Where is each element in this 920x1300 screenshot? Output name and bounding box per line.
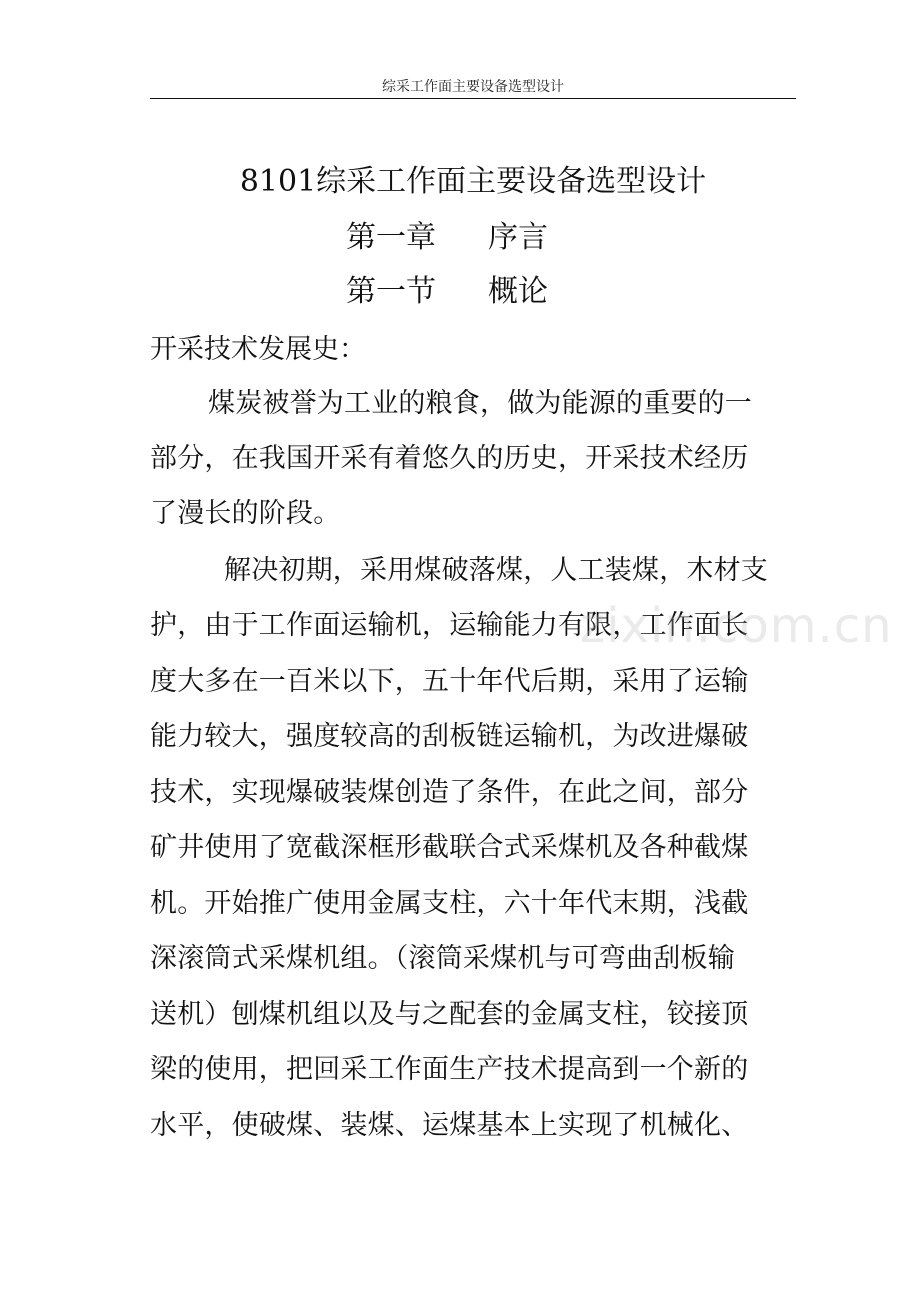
paragraph-line: 解决初期，采用煤破落煤，人工装煤，木材支 xyxy=(224,555,768,586)
chapter-heading xyxy=(346,216,548,260)
section-number: 第一节 xyxy=(346,274,436,309)
paragraph-line: 技术，实现爆破装煤创造了条件，在此之间，部分 xyxy=(150,777,749,808)
paragraph-line: 煤炭被誉为工业的粮食，做为能源的重要的一 xyxy=(208,388,752,419)
paragraph-line: 水平，使破煤、装煤、运煤基本上实现了机械化、 xyxy=(150,1110,749,1141)
watermark: zixin.com.cn xyxy=(580,598,893,654)
paragraph-line: 送机）刨煤机组以及与之配套的金属支柱，铰接顶 xyxy=(150,999,749,1030)
section-heading xyxy=(346,270,548,314)
subheading: 开采技术发展史： xyxy=(150,334,366,365)
running-header: 综采工作面主要设备选型设计 xyxy=(382,79,564,95)
document-title: 8101综采工作面主要设备选型设计 xyxy=(239,164,707,199)
header-rule xyxy=(150,98,796,99)
chapter-name: 序言 xyxy=(488,220,548,255)
paragraph-line: 机。开始推广使用金属支柱，六十年代末期，浅截 xyxy=(150,888,749,919)
section-name: 概论 xyxy=(488,274,548,309)
paragraph-line: 部分，在我国开采有着悠久的历史，开采技术经历 xyxy=(150,443,749,474)
paragraph-line: 能力较大，强度较高的刮板链运输机，为改进爆破 xyxy=(150,721,749,752)
paragraph-line: 护，由于工作面运输机，运输能力有限，工作面长 xyxy=(150,610,749,641)
paragraph-line: 了漫长的阶段。 xyxy=(150,498,341,529)
paragraph-line: 度大多在一百米以下，五十年代后期，采用了运输 xyxy=(150,666,749,697)
paragraph-line: 梁的使用，把回采工作面生产技术提高到一个新的 xyxy=(150,1054,749,1085)
paragraph-line: 矿井使用了宽截深框形截联合式采煤机及各种截煤 xyxy=(150,832,749,863)
chapter-number: 第一章 xyxy=(346,220,436,255)
paragraph-line: 深滚筒式采煤机组。（滚筒采煤机与可弯曲刮板输 xyxy=(150,943,735,974)
